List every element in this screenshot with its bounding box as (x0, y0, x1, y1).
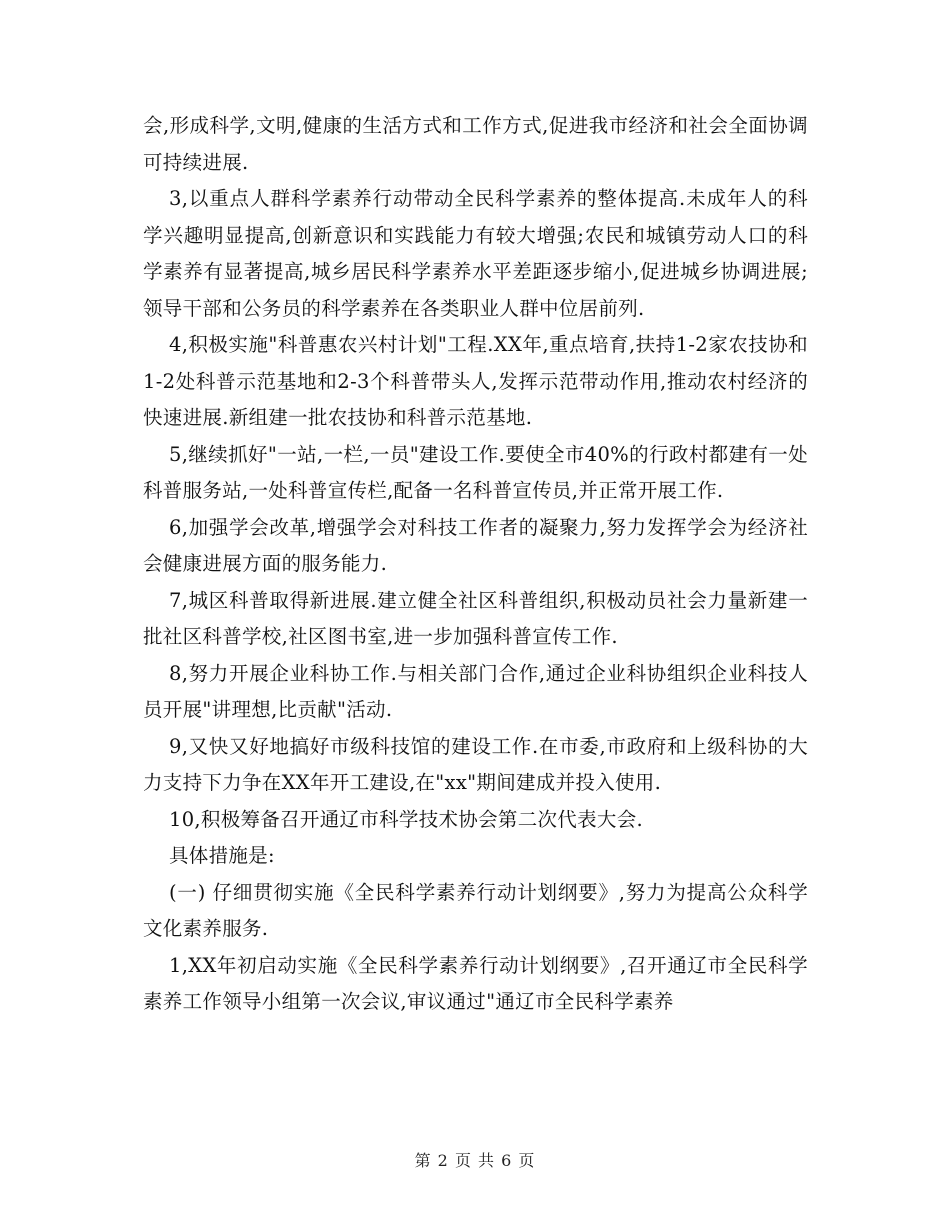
page-footer: 第 2 页 共 6 页 (414, 1151, 536, 1170)
paragraph: 5,继续抓好"一站,一栏,一员"建设工作.要使全市40%的行政村都建有一处科普服务站,一处科普宣传栏,配备一名科普宣传员,并正常开展工作. (143, 442, 808, 502)
paragraph: 8,努力开展企业科协工作.与相关部门合作,通过企业科协组织企业科技人员开展"讲理想,比贡献"活动. (143, 661, 808, 721)
paragraph: 3,以重点人群科学素养行动带动全民科学素养的整体提高.未成年人的科学兴趣明显提高,创新意识和实践能力有较大增强;农民和城镇劳动人口的科学素养有显著提高,城乡居民科学素养水平差距逐步缩小,促进城乡协调进展;领导干部和公务员的科学素养在各类职业人群中位居前列. (143, 187, 808, 320)
paragraph: 1,XX年初启动实施《全民科学素养行动计划纲要》,召开通辽市全民科学素养工作领导小组第一次会议,审议通过"通辽市全民科学素养 (143, 953, 808, 1013)
paragraph: 会,形成科学,文明,健康的生活方式和工作方式,促进我市经济和社会全面协调可持续进展. (143, 114, 808, 174)
paragraph: 具体措施是: (169, 844, 275, 867)
paragraph: 7,城区科普取得新进展.建立健全社区科普组织,积极动员社会力量新建一批社区科普学校,社区图书室,进一步加强科普宣传工作. (143, 588, 808, 648)
document-body (143, 108, 808, 1021)
paragraph: 10,积极筹备召开通辽市科学技术协会第二次代表大会. (169, 807, 644, 831)
paragraph: (一) 仔细贯彻实施《全民科学素养行动计划纲要》,努力为提高公众科学文化素养服务. (143, 880, 808, 940)
paragraph: 6,加强学会改革,增强学会对科技工作者的凝聚力,努力发挥学会为经济社会健康进展方面的服务能力. (143, 515, 808, 575)
paragraph: 9,又快又好地搞好市级科技馆的建设工作.在市委,市政府和上级科协的大力支持下力争在XX年开工建设,在"xx"期间建成并投入使用. (143, 734, 808, 794)
paragraph: 4,积极实施"科普惠农兴村计划"工程.XX年,重点培育,扶持1-2家农技协和1-2处科普示范基地和2-3个科普带头人,发挥示范带动作用,推动农村经济的快速进展.新组建一批农技协和科普示范基地. (143, 333, 808, 429)
